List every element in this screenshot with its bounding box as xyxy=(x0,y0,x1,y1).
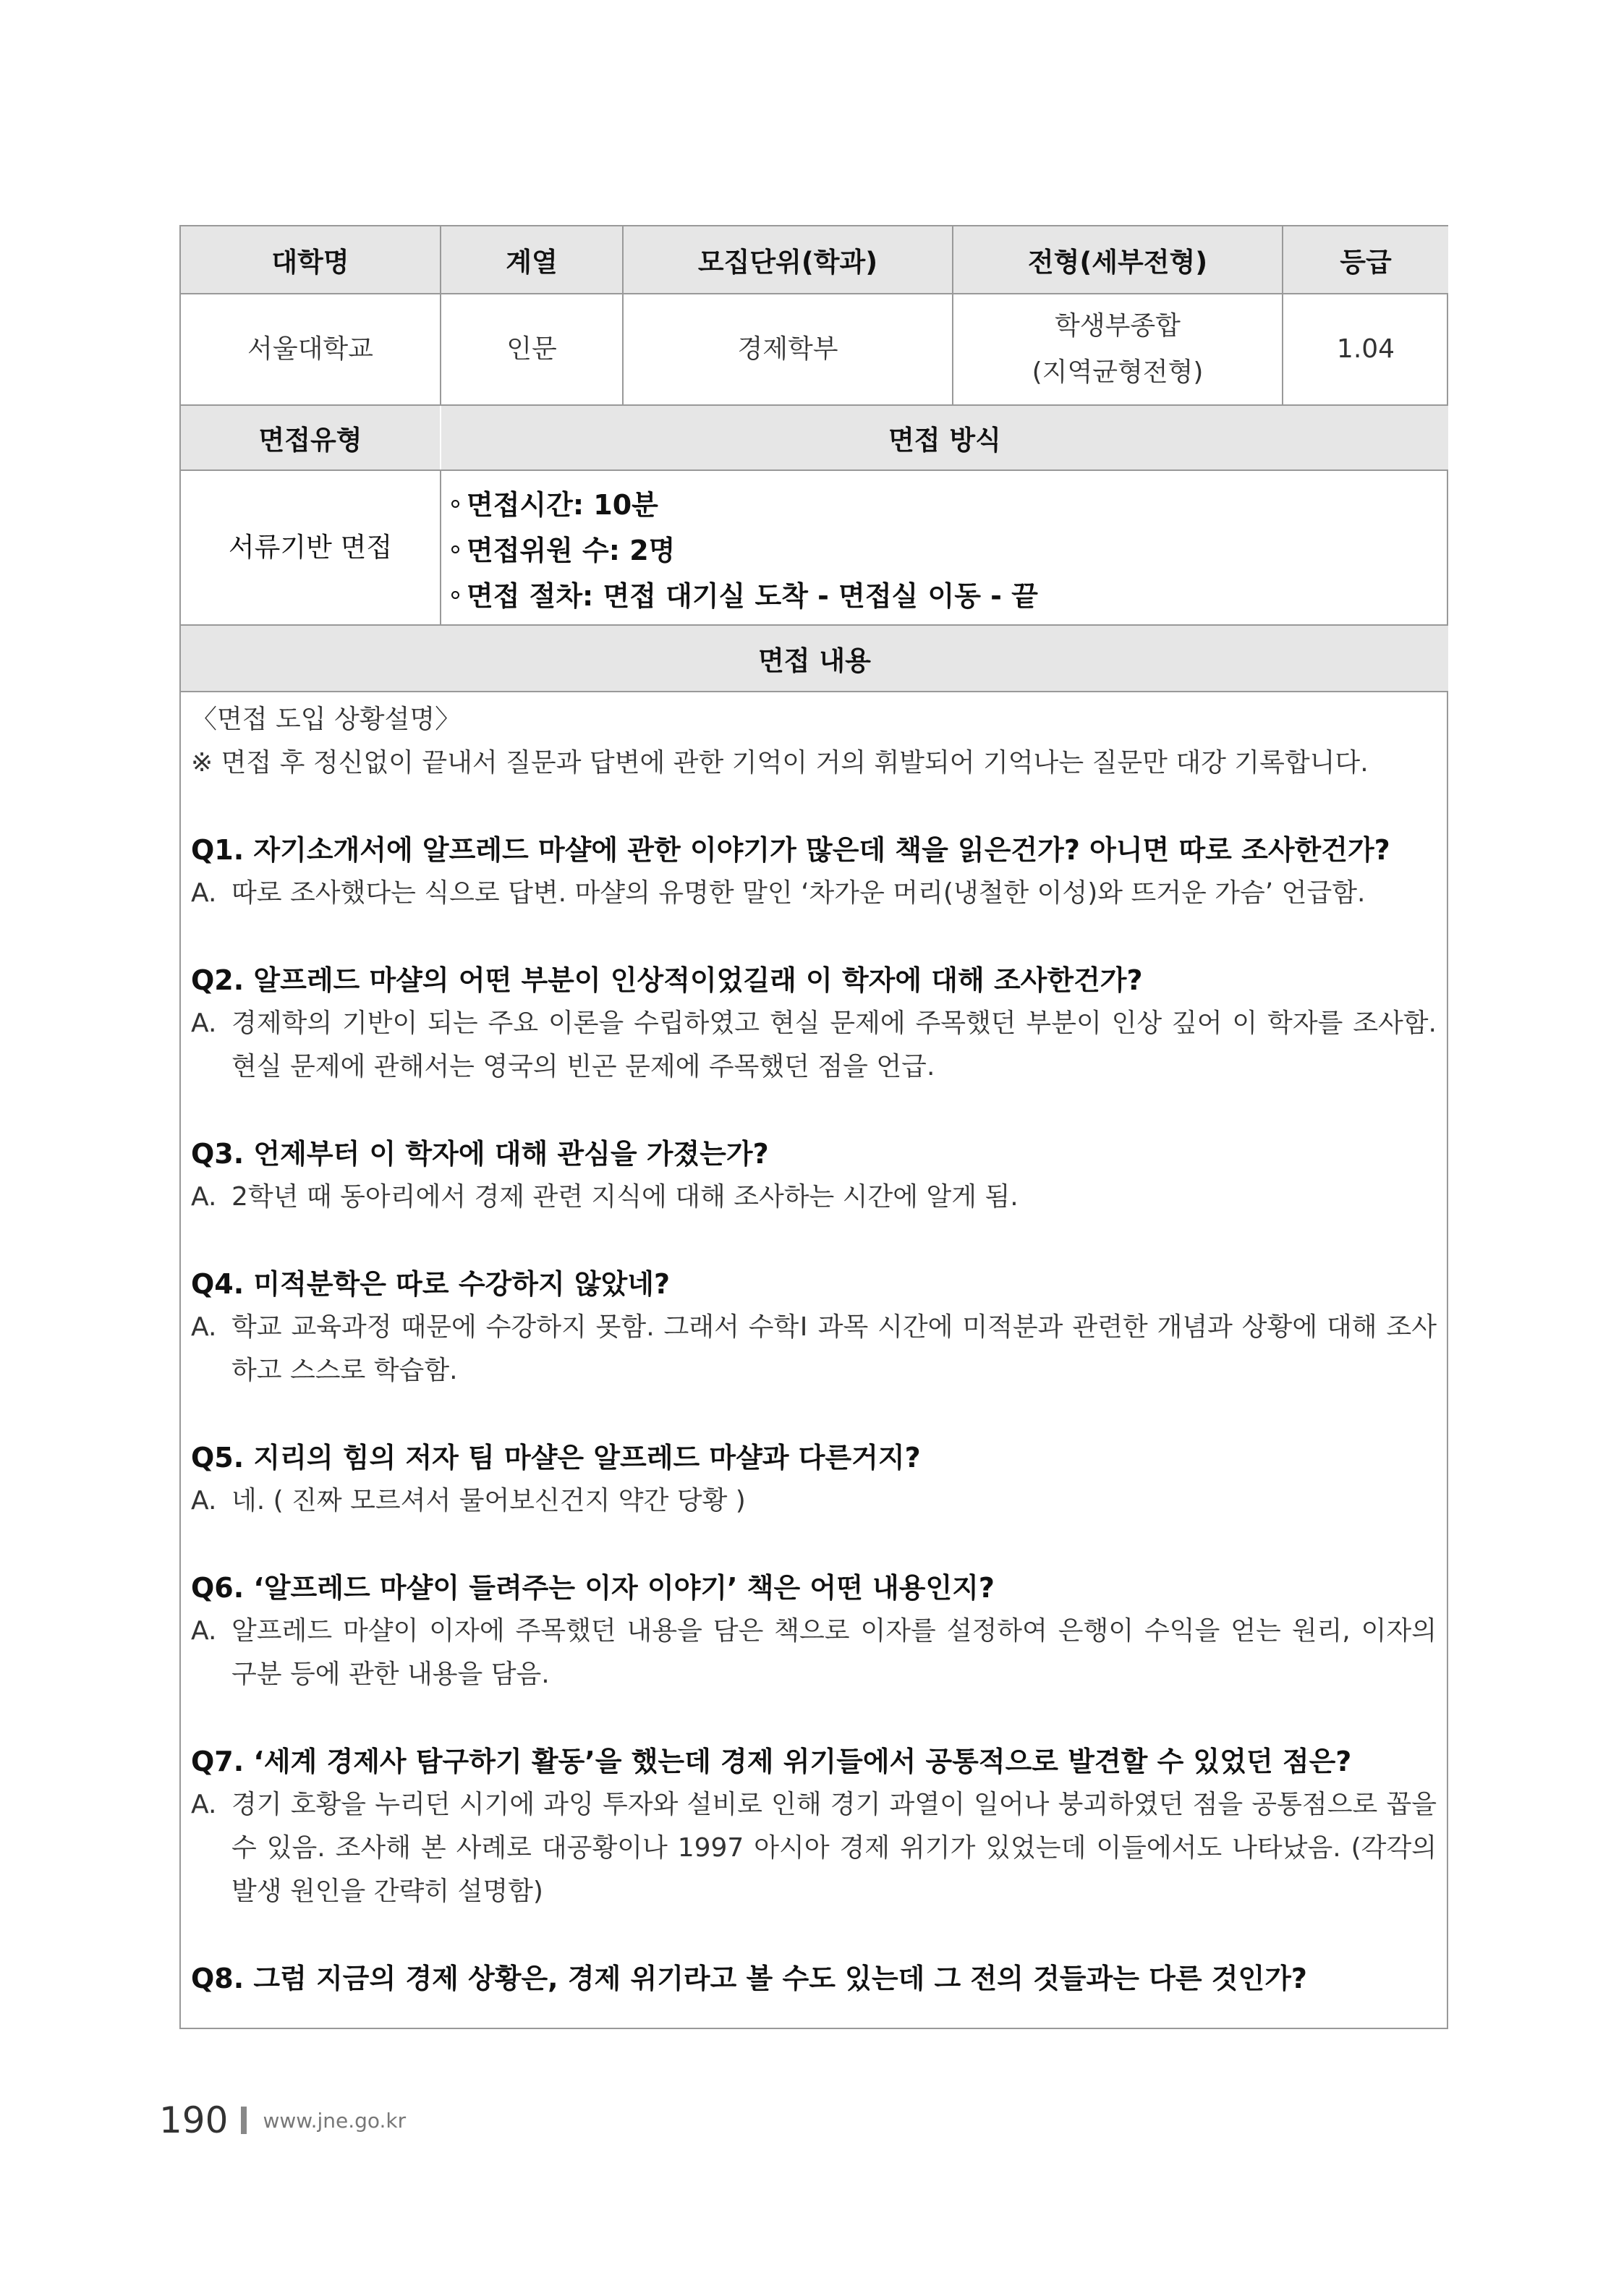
header-department: 모집단위(학과) xyxy=(624,226,952,293)
admission-type xyxy=(953,294,1282,404)
divider xyxy=(952,226,953,404)
field-name: 인문 xyxy=(506,334,557,364)
page-footer xyxy=(159,2095,406,2146)
admission-type-line2: (지역균형전형) xyxy=(1032,357,1204,387)
header-university: 대학명 xyxy=(181,226,440,293)
divider xyxy=(440,469,441,624)
answer: A. 학교 교육과정 때문에 수강하지 못함. 그래서 수학Ⅰ 과목 시간에 미적분과 관련한 개념과 상황에 대해 조사하고 스스로 학습함. xyxy=(191,1312,1437,1385)
header-admission: 전형(세부전형) xyxy=(953,226,1282,293)
question: Q6. ‘알프레드 마샬이 들려주는 이자 이야기’ 책은 어떤 내용인지? xyxy=(191,1572,995,1604)
header-field: 계열 xyxy=(441,226,622,293)
intro-note: ※ 면접 후 정신없이 끝내서 질문과 답변에 관한 기억이 거의 휘발되어 기억나는 질문만 대강 기록합니다. xyxy=(191,748,1369,778)
answer: A. 2학년 때 동아리에서 경제 관련 지식에 대해 조사하는 시간에 알게 됨. xyxy=(191,1182,1019,1212)
intro-title: 〈면접 도입 상황설명〉 xyxy=(191,705,462,734)
interview-type: 서류기반 면접 xyxy=(228,532,393,563)
divider xyxy=(181,404,1447,406)
divider xyxy=(181,469,1447,471)
department-name: 경제학부 xyxy=(737,334,838,364)
interview-content xyxy=(191,698,1437,2000)
bullet-icon xyxy=(451,545,459,553)
divider xyxy=(181,624,1447,626)
answer: A. 경기 호황을 누리던 시기에 과잉 투자와 설비로 인해 경기 과열이 일어나 붕괴하였던 점을 공통점으로 꼽을 수 있음. 조사해 본 사례로 대공황이나 1997 아시아 경제 위기가 있었는데 이들에서도 나타났음. (각각의 발생 원인을 간략히 설명함) xyxy=(191,1790,1437,1906)
answer: A. 네. ( 진짜 모르셔서 물어보신건지 약간 당황 ) xyxy=(191,1486,746,1516)
bullet-icon xyxy=(451,500,459,508)
question: Q4. 미적분학은 따로 수강하지 않았네? xyxy=(191,1268,671,1300)
header-grade: 등급 xyxy=(1283,226,1448,293)
footer-url: www.jne.go.kr xyxy=(263,2108,407,2133)
page-number: 190 xyxy=(159,2099,229,2141)
method-item: 면접위원 수: 2명 xyxy=(451,528,1038,574)
bullet-icon xyxy=(451,591,459,599)
method-item: 면접시간: 10분 xyxy=(451,483,1038,528)
university-name: 서울대학교 xyxy=(247,334,373,364)
admission-type-line1: 학생부종합 xyxy=(1055,311,1181,341)
interview-content-label: 면접 내용 xyxy=(181,626,1448,691)
divider xyxy=(1282,226,1283,404)
question: Q2. 알프레드 마샬의 어떤 부분이 인상적이었길래 이 학자에 대해 조사한건가? xyxy=(191,964,1143,996)
divider xyxy=(181,691,1447,692)
question: Q5. 지리의 힘의 저자 팀 마샬은 알프레드 마샬과 다른거지? xyxy=(191,1442,921,1474)
question: Q3. 언제부터 이 학자에 대해 관심을 가졌는가? xyxy=(191,1138,769,1170)
method-item: 면접 절차: 면접 대기실 도착 - 면접실 이동 - 끝 xyxy=(451,574,1038,619)
divider xyxy=(622,226,624,404)
footer-separator xyxy=(241,2107,247,2134)
question: Q7. ‘세계 경제사 탐구하기 활동’을 했는데 경제 위기들에서 공통적으로 발견할 수 있었던 점은? xyxy=(191,1746,1352,1777)
question: Q8. 그럼 지금의 경제 상황은, 경제 위기라고 볼 수도 있는데 그 전의 것들과는 다른 것인가? xyxy=(191,1963,1307,1994)
question: Q1. 자기소개서에 알프레드 마샬에 관한 이야기가 많은데 책을 읽은건가? 아니면 따로 조사한건가? xyxy=(191,834,1390,866)
answer: A. 경제학의 기반이 되는 주요 이론을 수립하였고 현실 문제에 주목했던 부분이 인상 깊어 이 학자를 조사함. 현실 문제에 관해서는 영국의 빈곤 문제에 주목했던 점을 언급. xyxy=(191,1008,1437,1081)
interview-method-label: 면접 방식 xyxy=(441,406,1448,469)
divider xyxy=(181,293,1447,294)
grade-value: 1.04 xyxy=(1336,334,1395,364)
answer: A. 알프레드 마샬이 이자에 주목했던 내용을 담은 책으로 이자를 설정하여 은행이 수익을 얻는 원리, 이자의 구분 등에 관한 내용을 담음. xyxy=(191,1616,1437,1689)
interview-method-list xyxy=(451,483,1038,619)
interview-type-label: 면접유형 xyxy=(181,406,440,469)
answer: A. 따로 조사했다는 식으로 답변. 마샬의 유명한 말인 ‘차가운 머리(냉철한 이성)와 뜨거운 가슴’ 언급함. xyxy=(191,878,1366,908)
interview-record-table xyxy=(179,225,1448,2029)
divider xyxy=(440,226,441,404)
